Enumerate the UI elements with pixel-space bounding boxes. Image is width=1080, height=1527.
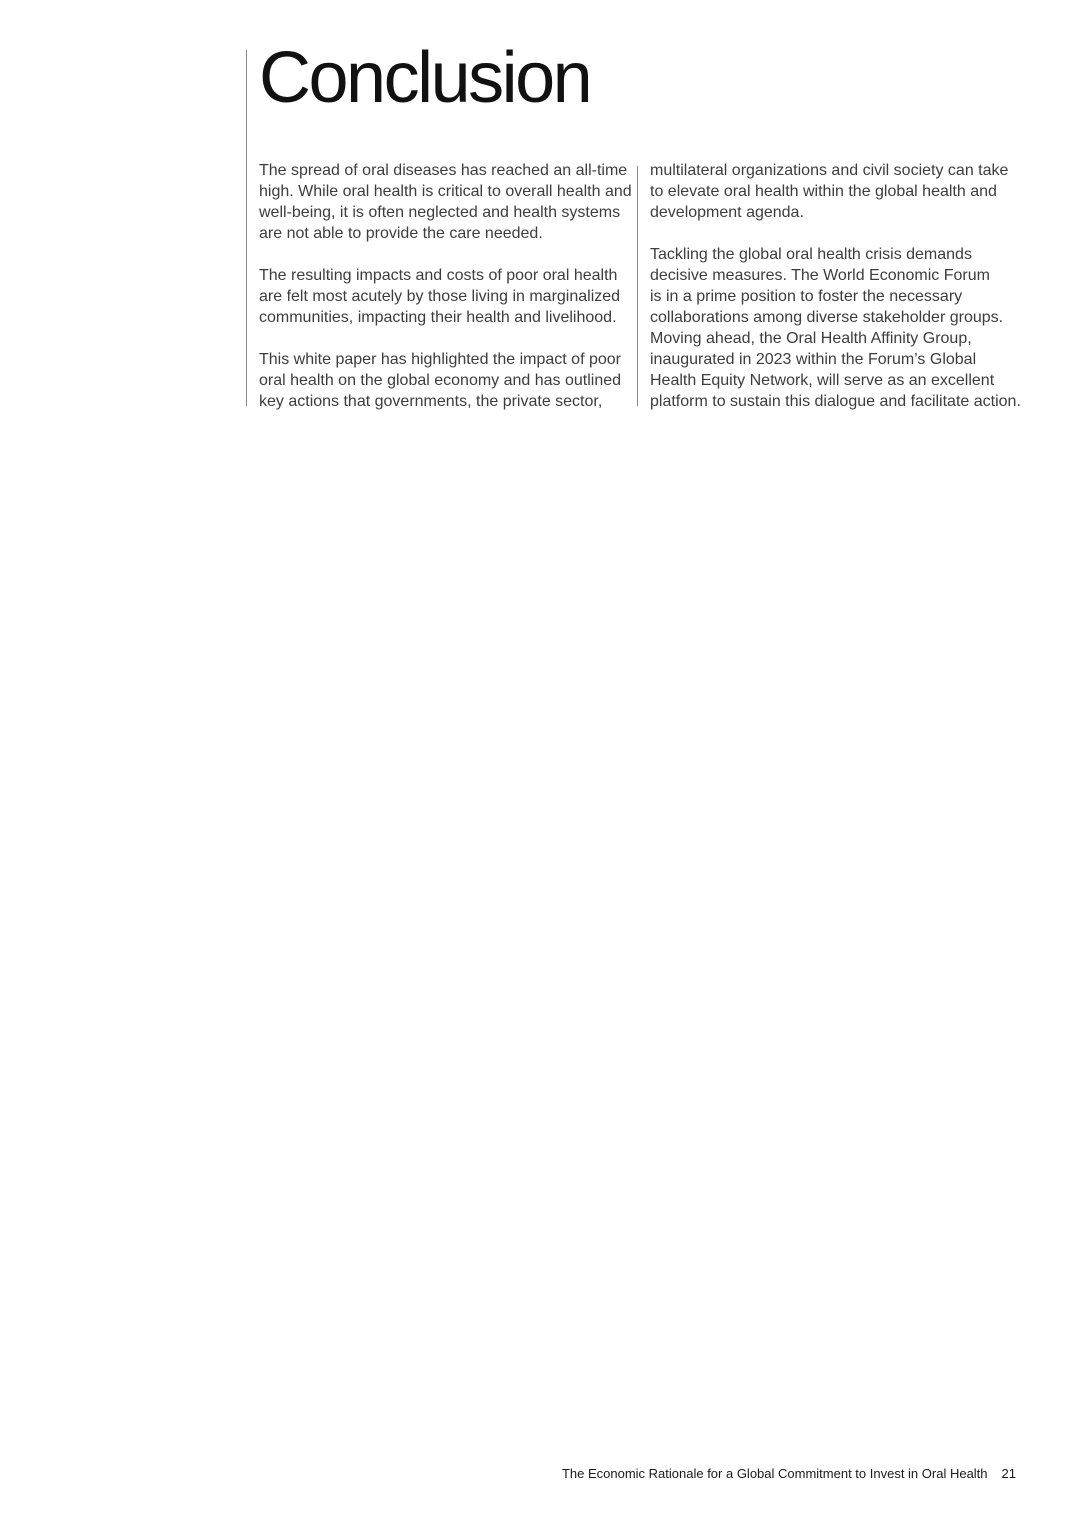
body-text-line: oral health on the global economy and has outlined [259,372,622,389]
page-footer [562,1465,1016,1482]
body-text-line: are not able to provide the care needed. [259,225,543,242]
body-text-line: development agenda. [650,204,804,221]
body-column-left [259,160,631,412]
body-text-line: The spread of oral diseases has reached an all-time [259,162,628,179]
page-number: 21 [1001,1466,1016,1481]
body-text-line: high. While oral health is critical to overall health and [259,183,632,200]
body-text-line: to elevate oral health within the global health and [650,183,997,200]
body-text-line: This white paper has highlighted the impact of poor [259,351,621,368]
body-text-line: decisive measures. The World Economic Forum [650,267,990,284]
footer-document-title: The Economic Rationale for a Global Commitment to Invest in Oral Health [561,1466,988,1481]
section-divider-rule [246,50,247,406]
body-text-line: The resulting impacts and costs of poor oral health [259,267,618,284]
column-divider-rule [637,166,638,406]
body-text-line: collaborations among diverse stakeholder groups. [650,309,1004,326]
body-text-line: are felt most acutely by those living in marginalized [259,288,621,305]
paragraph-gap [259,328,631,349]
body-text-line: is in a prime position to foster the necessary [650,288,963,305]
paragraph-gap [650,223,1022,244]
body-text-line: Tackling the global oral health crisis demands [650,246,972,263]
body-text-line: inaugurated in 2023 within the Forum’s Global [650,351,977,368]
body-text-line: Health Equity Network, will serve as an excellent [650,372,995,389]
body-text-line: multilateral organizations and civil society can take [650,162,1009,179]
body-text-line: communities, impacting their health and livelihood. [259,309,617,326]
paragraph-gap [259,244,631,265]
page-title: Conclusion [259,38,591,118]
body-text-line: well-being, it is often neglected and health systems [259,204,621,221]
body-text-line: Moving ahead, the Oral Health Affinity Group, [650,330,972,347]
body-text-line: key actions that governments, the private sector, [259,393,603,410]
body-column-right [650,160,1022,412]
body-text-line: platform to sustain this dialogue and facilitate action. [650,393,1021,410]
